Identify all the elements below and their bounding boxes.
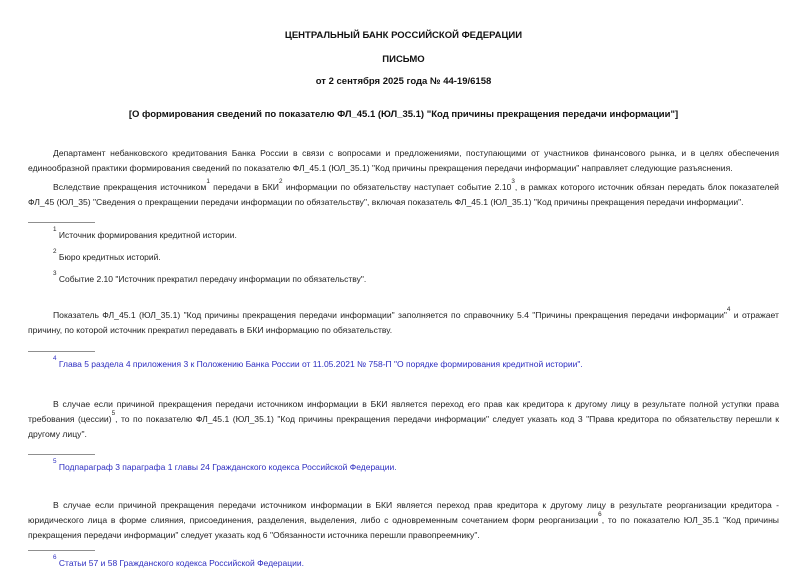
footnote-text: Глава 5 раздела 4 приложения 3 к Положению Банка России от 11.05.2021 № 758-П "О порядке формирования кредитной истории". xyxy=(58,359,583,369)
footnote-marker-6: 6 xyxy=(53,553,57,561)
footnote-text: Источник формирования кредитной истории. xyxy=(58,230,237,240)
footnotes-block-6 xyxy=(28,550,779,571)
footnote-separator xyxy=(28,222,95,223)
footnote-6-link[interactable] xyxy=(28,553,779,571)
footnote-text: Бюро кредитных историй. xyxy=(58,252,161,262)
footnotes-block-1-3 xyxy=(28,222,779,287)
text-run: , в рамках которого источник обязан передать блок показателей ФЛ_45 (ЮЛ_35) "Сведения о прекращении передачи информации по обязательству", включая показатель ФЛ_45.1 (ЮЛ_35.1) "Код причины прекращения передачи информации". xyxy=(28,182,779,207)
footnote-3 xyxy=(28,269,779,287)
footnote-separator xyxy=(28,454,95,455)
footnote-marker-5: 5 xyxy=(53,457,57,465)
footnote-text: Подпараграф 3 параграфа 1 главы 24 Гражданского кодекса Российской Федерации. xyxy=(58,462,397,472)
footnote-ref-2: 2 xyxy=(278,177,283,185)
text-run: В случае если причиной прекращения передачи источником информации в БКИ является переход его прав как кредитора к другому лицу в результате полной уступки права требования (цессии) xyxy=(28,399,779,424)
document-header xyxy=(0,0,807,87)
footnote-4-link[interactable] xyxy=(28,354,779,372)
paragraph-intro: Департамент небанковского кредитования Банка России в связи с вопросами и предложениями, поступающими от участников финансового рынка, и в целях обеспечения единообразной практики формирования сведений по показателю ФЛ_45.1 (ЮЛ_35.1) "Код причины прекращения передачи информации" направляет следующие разъяснения. xyxy=(28,148,779,173)
paragraph-indicator xyxy=(28,305,779,338)
text-run: Показатель ФЛ_45.1 (ЮЛ_35.1) "Код причины прекращения передачи информации" заполняется по справочнику 5.4 "Причины прекращения передачи информации" xyxy=(53,310,727,320)
footnote-text: Статьи 57 и 58 Гражданского кодекса Российской Федерации. xyxy=(58,558,304,568)
footnote-ref-6: 6 xyxy=(598,510,602,518)
footnote-separator xyxy=(28,351,95,352)
text-run: и отражает причину, по которой источник прекратил передавать в БКИ информацию по обязательству. xyxy=(28,310,779,335)
text-run: , то по показателю ФЛ_45.1 (ЮЛ_35.1) "Код причины прекращения передачи информации" следует указать код 3 "Права кредитора по обязательству перешли к другому лицу". xyxy=(28,414,779,439)
document-date-number: от 2 сентября 2025 года № 44-19/6158 xyxy=(315,76,492,87)
text-run: Вследствие прекращения источником xyxy=(53,182,207,192)
footnote-marker-3: 3 xyxy=(53,269,57,277)
text-run: , то по показателю ЮЛ_35.1 "Код причины прекращения передачи информации" следует указать код 6 "Обязанности источника перешли правопреемнику". xyxy=(28,515,779,540)
footnote-ref-1: 1 xyxy=(206,177,210,185)
document-subject: [О формирования сведений по показателю ФЛ_45.1 (ЮЛ_35.1) "Код причины прекращения передачи информации"] xyxy=(128,109,679,120)
footnote-ref-4: 4 xyxy=(726,305,731,313)
footnote-ref-3: 3 xyxy=(511,177,515,185)
paragraph-cession xyxy=(28,397,779,442)
footnote-separator xyxy=(28,550,95,551)
text-run: В случае если причиной прекращения передачи источником информации в БКИ является переход прав кредитора к другому лицу в результате реорганизации кредитора - юридического лица в форме слияния, присоединения, разделения, выделения, либо с одновременным сочетанием форм реорганизации xyxy=(28,500,779,525)
issuing-authority: ЦЕНТРАЛЬНЫЙ БАНК РОССИЙСКОЙ ФЕДЕРАЦИИ xyxy=(284,30,523,41)
document-body xyxy=(0,146,807,571)
paragraph-event xyxy=(28,177,779,210)
text-run: передачи в БКИ xyxy=(209,182,279,192)
footnotes-block-5 xyxy=(28,454,779,475)
footnote-marker-4: 4 xyxy=(53,354,57,362)
footnote-2 xyxy=(28,247,779,265)
footnote-ref-5: 5 xyxy=(111,409,116,417)
footnotes-block-4 xyxy=(28,351,779,372)
paragraph-reorganization xyxy=(28,498,779,543)
footnote-5-link[interactable] xyxy=(28,457,779,475)
footnote-text: Событие 2.10 "Источник прекратил передачу информации по обязательству". xyxy=(58,274,367,284)
footnote-marker-2: 2 xyxy=(53,247,57,255)
footnote-marker-1: 1 xyxy=(53,225,57,233)
document-type: ПИСЬМО xyxy=(382,54,425,65)
text-run: информации по обязательству наступает событие 2.10 xyxy=(282,182,512,192)
footnote-1 xyxy=(28,225,779,243)
